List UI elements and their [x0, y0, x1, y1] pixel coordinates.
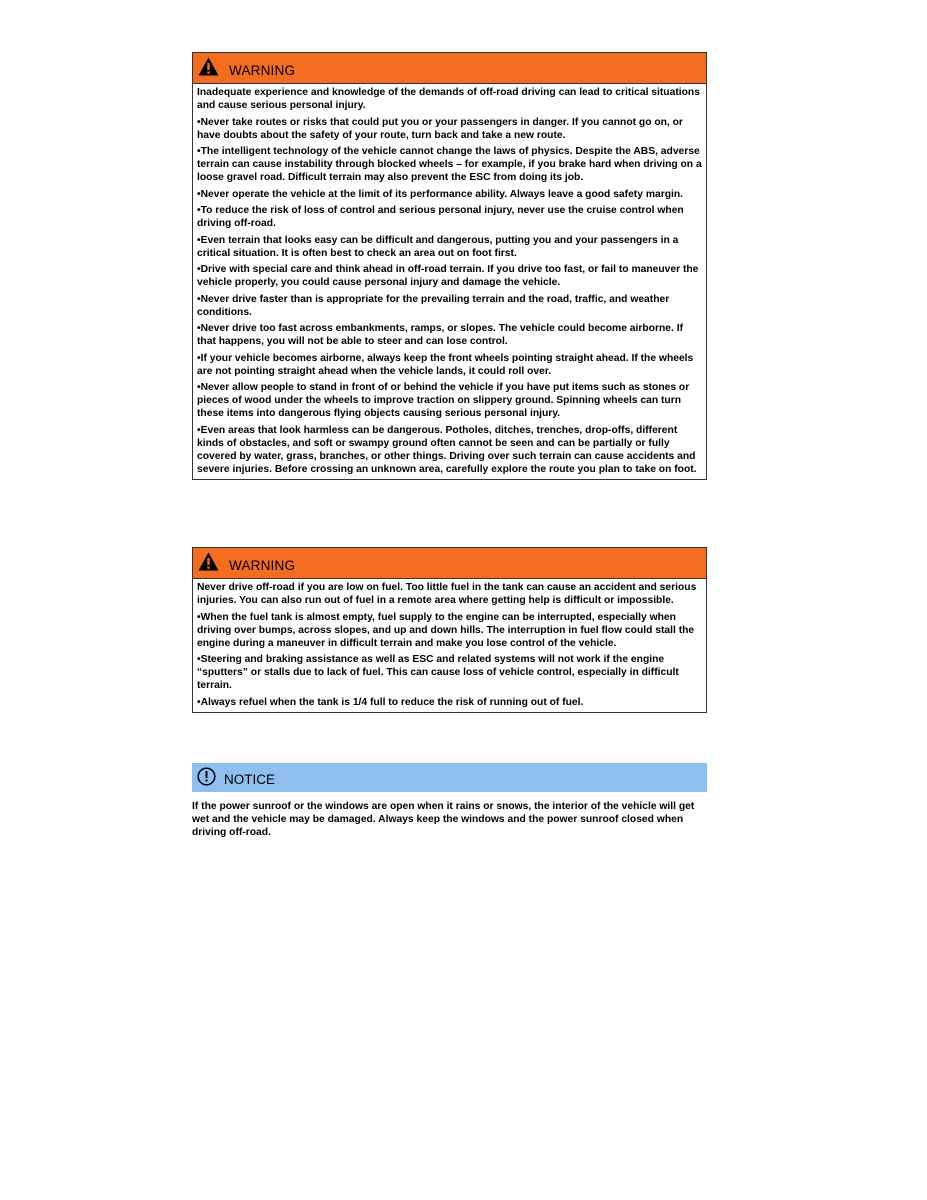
warning-bullet: •Always refuel when the tank is 1/4 full to reduce the risk of running out of fuel. — [197, 696, 584, 708]
warning-bullet: •Never drive too fast across embankments, ramps, or slopes. The vehicle could become airborne. If that happens, you will not be able to steer and can lose control. — [197, 323, 684, 347]
warning-body — [193, 84, 706, 479]
warning-triangle-icon — [198, 552, 219, 571]
warning-bullet: •Never operate the vehicle at the limit of its performance ability. Always leave a good safety margin. — [197, 188, 684, 200]
warning-triangle-icon — [198, 57, 219, 76]
warning-bullet: •Never allow people to stand in front of or behind the vehicle if you have put items such as stones or pieces of wood under the wheels to improve traction on slippery ground. Spinning wheels can turn these items into dangerous flying objects causing serious personal injury. — [197, 382, 690, 419]
notice-text: If the power sunroof or the windows are open when it rains or snows, the interior of the vehicle will get wet and the vehicle may be damaged. Always keep the windows and the power sunroof closed when driving off-road. — [192, 801, 695, 838]
warning-bullet: •When the fuel tank is almost empty, fuel supply to the engine can be interrupted, especially when driving over bumps, across slopes, and up and down hills. The interruption in fuel flow could stall the engine during a maneuver in difficult terrain and make you lose control of the vehicle. — [197, 611, 695, 649]
warning-body — [193, 579, 706, 712]
warning-intro: Inadequate experience and knowledge of the demands of off-road driving can lead to critical situations and cause serious personal injury. — [197, 87, 700, 111]
warning-title: WARNING — [229, 63, 296, 78]
warning-bullet: •Drive with special care and think ahead in off-road terrain. If you drive too fast, or fail to maneuver the vehicle properly, you could cause personal injury and damage the vehicle. — [197, 264, 699, 288]
warning-box-low-fuel — [192, 547, 707, 713]
warning-title: WARNING — [229, 558, 296, 573]
warning-bullet: •To reduce the risk of loss of control and serious personal injury, never use the cruise control when driving off-road. — [197, 205, 684, 229]
warning-bullet: •Even terrain that looks easy can be difficult and dangerous, putting you and your passengers in a critical situation. It is often best to check an area out on foot first. — [197, 234, 679, 259]
warning-bullet: •Steering and braking assistance as well as ESC and related systems will not work if the engine “sputters” or stalls due to lack of fuel. This can cause loss of vehicle control, especially in difficult terrain. — [197, 654, 679, 691]
warning-bullet: •The intelligent technology of the vehicle cannot change the laws of physics. Despite the ABS, adverse terrain can cause instability through blocked wheels – for example, if you brake hard when driving on a loose gravel road. Difficult terrain may also prevent the ESC from doing its job. — [197, 146, 702, 183]
warning-bullet: •Never drive faster than is appropriate for the prevailing terrain and the road, traffic, and weather conditions. — [197, 293, 670, 318]
warning-bullet: •If your vehicle becomes airborne, always keep the front wheels pointing straight ahead. If the wheels are not pointing straight ahead when the vehicle lands, it could roll over. — [197, 352, 694, 377]
exclamation-circle-icon — [197, 767, 216, 786]
warning-intro: Never drive off-road if you are low on fuel. Too little fuel in the tank can cause an accident and serious injuries. You can also run out of fuel in a remote area where getting help is difficult or impossible. — [197, 582, 697, 606]
warning-bullet: •Never take routes or risks that could put you or your passengers in danger. If you cannot go on, or have doubts about the safety of your route, turn back and take a new route. — [197, 116, 683, 141]
warning-header — [193, 53, 706, 84]
warning-box-offroad-experience — [192, 52, 707, 480]
warning-bullet: •Even areas that look harmless can be dangerous. Potholes, ditches, trenches, drop-offs, different kinds of obstacles, and soft or swampy ground often cannot be seen and can be partially or fully covered by water, grass, branches, or other things. Driving over such terrain can cause accidents and severe injuries. Before crossing an unknown area, carefully explore the route you plan to take on foot. — [197, 424, 697, 475]
warning-header — [193, 548, 706, 579]
notice-title: NOTICE — [224, 772, 276, 787]
notice-header — [192, 763, 707, 792]
